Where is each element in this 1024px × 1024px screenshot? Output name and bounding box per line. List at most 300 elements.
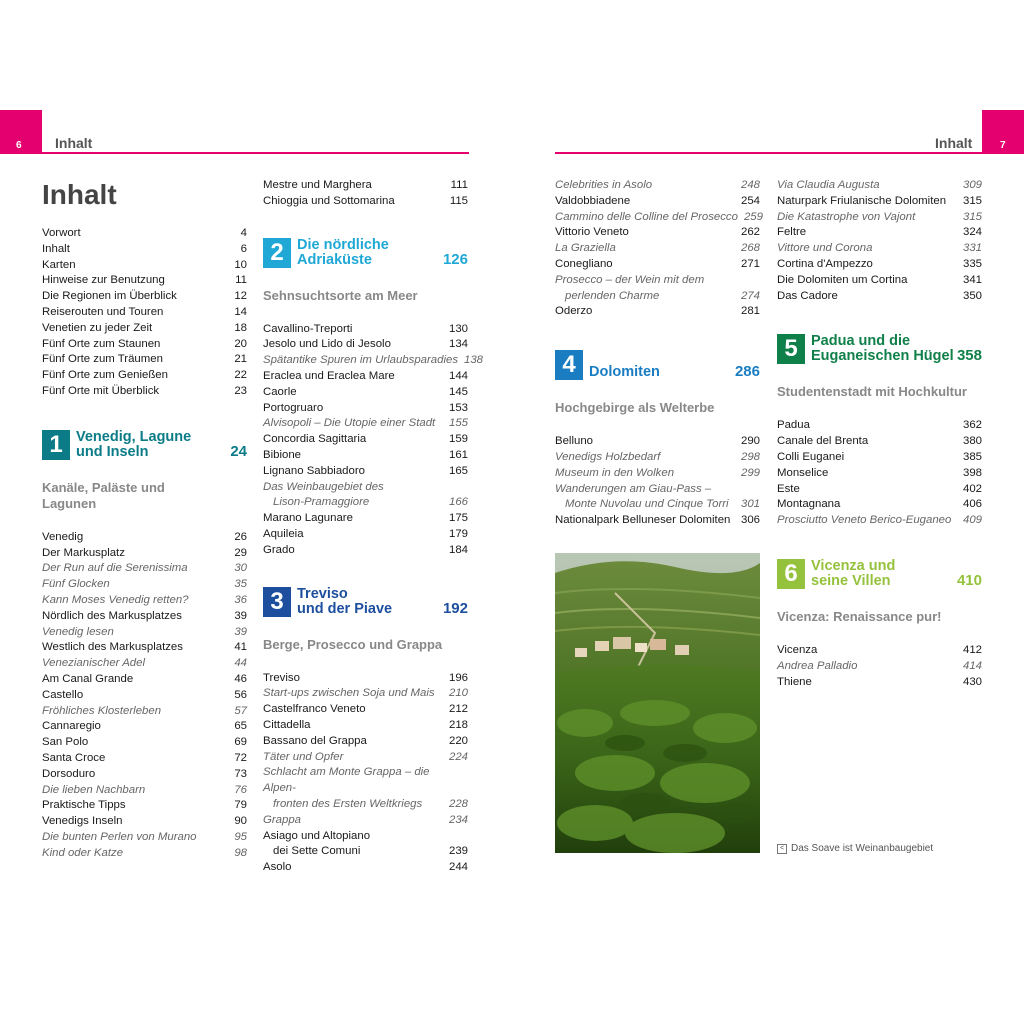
toc-entry[interactable] xyxy=(555,194,760,210)
toc-entry-page: 153 xyxy=(448,401,468,414)
toc-entry-title: Karten xyxy=(42,258,76,271)
toc-entry-title: Portogruaro xyxy=(263,401,324,414)
chapter-number-badge: 6 xyxy=(777,559,805,589)
toc-entry[interactable] xyxy=(777,643,982,659)
toc-entry-page: 362 xyxy=(962,419,982,432)
toc-entry-page: 430 xyxy=(962,675,982,688)
toc-entry-title: Mestre und Marghera xyxy=(263,179,372,191)
toc-entry-page: 179 xyxy=(448,527,468,540)
toc-entry-title: Venedigs Holzbedarf xyxy=(555,450,661,463)
toc-entry-page: 244 xyxy=(448,861,468,874)
toc-entry[interactable] xyxy=(42,577,247,593)
page-title: Inhalt xyxy=(42,179,117,210)
right-running-head: Inhalt xyxy=(935,135,973,151)
toc-entry-page: 138 xyxy=(464,354,484,367)
toc-entry[interactable] xyxy=(555,450,760,466)
toc-entry-title: Castelfranco Veneto xyxy=(263,703,366,716)
toc-entry-page: 248 xyxy=(740,179,760,191)
chapter-page: 358 xyxy=(956,347,982,365)
toc-entry-page: 414 xyxy=(962,659,982,672)
toc-entry[interactable] xyxy=(263,527,468,543)
toc-entry-title: Fünf Orte mit Überblick xyxy=(42,384,160,397)
toc-entry[interactable] xyxy=(42,242,247,258)
toc-entry-title: Prosecco – der Wein mit dem perlenden Charme xyxy=(555,273,705,302)
toc-entry[interactable] xyxy=(555,210,763,226)
toc-entry-page: 73 xyxy=(234,767,247,780)
toc-entry[interactable] xyxy=(777,513,982,529)
chapter-page: 192 xyxy=(442,599,468,617)
toc-entry-title: Fünf Orte zum Träumen xyxy=(42,353,163,366)
toc-entry-title: Schlacht am Monte Grappa – die Alpen- fronten des Ersten Weltkriegs xyxy=(263,766,430,810)
toc-entry-title: Concordia Sagittaria xyxy=(263,433,367,446)
toc-entry-page: 20 xyxy=(234,337,247,350)
toc-entry-title: Aquileia xyxy=(263,527,304,540)
toc-entry[interactable] xyxy=(263,401,468,417)
toc-column-1 xyxy=(42,178,247,862)
toc-entry-page: 130 xyxy=(448,322,468,335)
toc-entry-page: 95 xyxy=(234,830,247,843)
toc-entry-page: 18 xyxy=(234,321,247,334)
toc-entry[interactable] xyxy=(42,384,247,400)
toc-entry-title: Die Dolomiten um Cortina xyxy=(777,273,908,286)
toc-entry-title: Nördlich des Markusplatzes xyxy=(42,609,182,622)
chapter-subtitle: Studentenstadt mit Hochkultur xyxy=(777,384,967,400)
toc-entry-page: 22 xyxy=(234,369,247,382)
toc-entry-title: Colli Euganei xyxy=(777,450,845,463)
toc-entry[interactable] xyxy=(777,659,982,675)
toc-entry-page: 239 xyxy=(448,845,468,858)
toc-entry[interactable] xyxy=(777,241,982,257)
toc-entry[interactable] xyxy=(555,466,760,482)
toc-entry-title: Cannaregio xyxy=(42,720,101,733)
toc-entry-title: Fünf Orte zum Staunen xyxy=(42,337,161,350)
toc-entry-title: Monselice xyxy=(777,466,829,479)
toc-entry-title: Vittorio Veneto xyxy=(555,226,629,239)
toc-entry[interactable] xyxy=(777,210,982,226)
toc-entry-title: Thiene xyxy=(777,675,812,688)
toc-entry-title: Canale del Brenta xyxy=(777,435,869,448)
toc-entry-title: Belluno xyxy=(555,435,593,448)
toc-entry-page: 309 xyxy=(962,179,982,191)
toc-entry-page: 402 xyxy=(962,482,982,495)
toc-entry-title: Bassano del Grappa xyxy=(263,734,367,747)
toc-entry[interactable] xyxy=(42,289,247,305)
toc-entry-page: 166 xyxy=(448,496,468,509)
toc-entry[interactable] xyxy=(42,656,247,672)
toc-entry-page: 271 xyxy=(740,257,760,270)
toc-entry-title: Cammino delle Colline del Prosecco xyxy=(555,210,738,223)
left-running-head: Inhalt xyxy=(55,135,93,151)
toc-entry-title: Kind oder Katze xyxy=(42,846,124,859)
toc-entry-title: Conegliano xyxy=(555,257,613,270)
toc-entry-title: Spätantike Spuren im Urlaubsparadies xyxy=(263,354,459,367)
toc-entry-title: Este xyxy=(777,482,800,495)
toc-entry-title: Venedig xyxy=(42,530,84,543)
toc-entry[interactable] xyxy=(263,813,468,829)
toc-entry[interactable] xyxy=(42,814,247,830)
toc-entry-title: Eraclea und Eraclea Mare xyxy=(263,369,395,382)
toc-entry-page: 145 xyxy=(448,385,468,398)
chapter-subtitle: Kanäle, Paläste und Lagunen xyxy=(42,479,165,511)
chapter-5-entries xyxy=(777,418,982,529)
toc-entry-title: Naturpark Friulanische Dolomiten xyxy=(777,194,947,207)
toc-entry[interactable] xyxy=(555,513,760,529)
toc-entry[interactable] xyxy=(42,704,247,720)
toc-entry-page: 79 xyxy=(234,799,247,812)
left-page-number: 6 xyxy=(16,140,22,151)
toc-entry-page: 224 xyxy=(448,750,468,763)
arrow-left-icon: < xyxy=(777,844,787,854)
right-page-number: 7 xyxy=(1000,140,1006,151)
toc-entry-title: Hinweise zur Benutzung xyxy=(42,274,165,287)
toc-entry-title: Vittore und Corona xyxy=(777,242,873,255)
chapter-4-heading[interactable] xyxy=(555,350,760,380)
toc-entry-page: 254 xyxy=(740,194,760,207)
chapter-3-entries-continued xyxy=(555,178,763,320)
toc-entry-page: 262 xyxy=(740,226,760,239)
toc-entry[interactable] xyxy=(42,337,247,353)
chapter-subtitle: Sehnsuchtsorte am Meer xyxy=(263,287,418,303)
toc-entry[interactable] xyxy=(555,273,760,305)
chapter-title: Padua und die Euganeischen Hügel xyxy=(811,333,954,365)
toc-entry[interactable] xyxy=(555,304,760,320)
toc-entry[interactable] xyxy=(42,798,247,814)
chapter-1-entries xyxy=(42,530,247,862)
toc-entry-page: 234 xyxy=(448,813,468,826)
toc-entry-title: Venedig lesen xyxy=(42,625,114,638)
toc-entry[interactable] xyxy=(263,416,468,432)
toc-entry-page: 29 xyxy=(234,546,247,559)
toc-entry[interactable] xyxy=(555,482,760,514)
chapter-1-heading[interactable] xyxy=(42,430,247,460)
toc-entry-page: 115 xyxy=(449,194,468,207)
toc-entry[interactable] xyxy=(777,434,982,450)
toc-entry-page: 406 xyxy=(962,498,982,511)
toc-entry-title: Kann Moses Venedig retten? xyxy=(42,593,189,606)
toc-entry-page: 44 xyxy=(234,657,247,670)
toc-entry[interactable] xyxy=(777,257,982,273)
toc-column-3 xyxy=(555,178,763,529)
toc-entry[interactable] xyxy=(263,369,468,385)
toc-entry-page: 331 xyxy=(962,242,982,255)
chapter-title: Treviso und der Piave xyxy=(297,585,393,617)
toc-entry[interactable] xyxy=(263,432,468,448)
chapter-5-heading[interactable] xyxy=(777,334,982,364)
toc-entry-title: Valdobbiadene xyxy=(555,194,631,207)
toc-entry[interactable] xyxy=(263,464,468,480)
toc-entry[interactable] xyxy=(42,546,247,562)
chapter-6-heading[interactable] xyxy=(777,559,982,589)
toc-entry[interactable] xyxy=(42,273,247,289)
toc-entry-page: 14 xyxy=(234,305,247,318)
toc-entry-page: 412 xyxy=(962,643,982,656)
toc-entry-title: Padua xyxy=(777,419,810,432)
toc-entry[interactable] xyxy=(263,337,468,353)
toc-entry-page: 301 xyxy=(740,498,760,511)
toc-entry[interactable] xyxy=(263,194,468,210)
toc-entry-page: 57 xyxy=(234,704,247,717)
toc-entry-title: Andrea Palladio xyxy=(777,659,858,672)
toc-entry[interactable] xyxy=(263,511,468,527)
toc-entry-page: 35 xyxy=(234,578,247,591)
toc-entry[interactable] xyxy=(777,675,982,691)
toc-entry[interactable] xyxy=(777,482,982,498)
toc-entry-page: 65 xyxy=(234,720,247,733)
toc-entry[interactable] xyxy=(263,860,468,876)
toc-entry-title: Prosciutto Veneto Berico-Euganeo xyxy=(777,514,952,527)
chapter-subtitle: Vicenza: Renaissance pur! xyxy=(777,608,942,624)
toc-entry-title: Die bunten Perlen von Murano xyxy=(42,830,197,843)
toc-entry-page: 380 xyxy=(962,435,982,448)
toc-entry-page: 10 xyxy=(234,258,247,271)
toc-entry[interactable] xyxy=(555,178,760,194)
front-matter-list xyxy=(42,226,247,400)
toc-entry-title: Venetien zu jeder Zeit xyxy=(42,321,153,334)
toc-entry-page: 228 xyxy=(448,797,468,810)
toc-entry[interactable] xyxy=(42,305,247,321)
toc-entry-title: Bibione xyxy=(263,448,301,461)
toc-entry-page: 350 xyxy=(962,289,982,302)
toc-entry-page: 281 xyxy=(740,305,760,318)
chapter-page: 410 xyxy=(956,571,982,589)
chapter-page: 126 xyxy=(442,250,468,268)
toc-entry-title: Cortina d'Ampezzo xyxy=(777,257,873,270)
toc-entry-page: 184 xyxy=(448,543,468,556)
toc-entry-title: Die lieben Nachbarn xyxy=(42,783,146,796)
toc-entry[interactable] xyxy=(42,258,247,274)
toc-entry[interactable] xyxy=(42,830,247,846)
toc-entry-page: 165 xyxy=(448,464,468,477)
toc-entry-title: Alvisopoli – Die Utopie einer Stadt xyxy=(263,417,436,430)
toc-entry-title: Fünf Glocken xyxy=(42,578,110,591)
toc-entry[interactable] xyxy=(555,241,760,257)
toc-entry[interactable] xyxy=(42,672,247,688)
toc-entry[interactable] xyxy=(42,640,247,656)
chapter-2-entries xyxy=(263,322,484,559)
chapter-page: 286 xyxy=(734,363,760,381)
chapter-subtitle: Berge, Prosecco und Grappa xyxy=(263,636,443,652)
toc-entry-page: 41 xyxy=(234,641,247,654)
toc-entry[interactable] xyxy=(42,593,247,609)
toc-entry-page: 46 xyxy=(234,672,247,685)
toc-entry-title: Reiserouten und Touren xyxy=(42,305,164,318)
toc-entry[interactable] xyxy=(42,719,247,735)
toc-entry[interactable] xyxy=(42,735,247,751)
toc-entry-title: Die Katastrophe von Vajont xyxy=(777,210,916,223)
toc-entry-title: Grappa xyxy=(263,813,301,826)
toc-entry[interactable] xyxy=(42,561,247,577)
toc-entry-page: 4 xyxy=(240,227,247,239)
toc-entry-page: 210 xyxy=(448,687,468,700)
toc-entry[interactable] xyxy=(42,751,247,767)
toc-entry[interactable] xyxy=(263,480,468,512)
toc-entry[interactable] xyxy=(555,434,760,450)
toc-entry-page: 299 xyxy=(740,466,760,479)
toc-entry[interactable] xyxy=(263,353,484,369)
toc-entry[interactable] xyxy=(42,688,247,704)
toc-entry[interactable] xyxy=(555,257,760,273)
toc-entry[interactable] xyxy=(263,543,468,559)
photo-caption xyxy=(777,843,933,854)
toc-entry-title: Inhalt xyxy=(42,242,70,255)
toc-entry-title: Asiago und Altopiano dei Sette Comuni xyxy=(263,829,371,858)
toc-entry[interactable] xyxy=(777,497,982,513)
toc-entry-page: 385 xyxy=(962,450,982,463)
toc-entry-page: 212 xyxy=(448,703,468,716)
toc-entry-title: Cavallino-Treporti xyxy=(263,322,353,335)
toc-entry-page: 11 xyxy=(235,274,247,287)
toc-entry[interactable] xyxy=(42,846,247,862)
toc-entry-page: 159 xyxy=(448,433,468,446)
toc-entry-title: Nationalpark Belluneser Dolomiten xyxy=(555,514,731,527)
toc-entry[interactable] xyxy=(42,368,247,384)
chapter-1-entries-continued xyxy=(263,178,468,210)
toc-entry-title: Museum in den Wolken xyxy=(555,466,675,479)
toc-entry-title: Fröhliches Klosterleben xyxy=(42,704,162,717)
vineyard-landscape-image xyxy=(555,553,760,853)
toc-column-2 xyxy=(263,178,484,876)
toc-entry[interactable] xyxy=(263,322,468,338)
toc-entry-page: 259 xyxy=(743,210,763,223)
toc-entry-page: 30 xyxy=(234,562,247,575)
toc-entry-page: 398 xyxy=(962,466,982,479)
toc-entry[interactable] xyxy=(42,625,247,641)
toc-entry-title: Fünf Orte zum Genießen xyxy=(42,369,168,382)
toc-entry[interactable] xyxy=(42,321,247,337)
toc-entry-title: La Graziella xyxy=(555,242,616,255)
toc-entry-title: Marano Lagunare xyxy=(263,512,353,525)
toc-entry[interactable] xyxy=(263,750,468,766)
toc-entry-title: Start-ups zwischen Soja und Mais xyxy=(263,687,435,700)
toc-entry-title: Täter und Opfer xyxy=(263,750,344,763)
toc-column-4 xyxy=(777,178,982,690)
toc-entry-page: 155 xyxy=(448,417,468,430)
toc-entry-page: 409 xyxy=(962,514,982,527)
toc-entry[interactable] xyxy=(263,671,468,687)
toc-entry[interactable] xyxy=(263,718,468,734)
chapter-number-badge: 3 xyxy=(263,587,291,617)
toc-entry-title: Vorwort xyxy=(42,227,81,239)
toc-entry-title: Der Markusplatz xyxy=(42,546,125,559)
toc-entry-title: Am Canal Grande xyxy=(42,672,134,685)
toc-entry-title: Das Cadore xyxy=(777,289,838,302)
toc-entry[interactable] xyxy=(263,765,468,812)
toc-entry-page: 36 xyxy=(234,593,247,606)
toc-entry[interactable] xyxy=(263,686,468,702)
toc-entry-title: Asolo xyxy=(263,861,292,874)
toc-entry[interactable] xyxy=(263,178,468,194)
toc-entry-title: Der Run auf die Serenissima xyxy=(42,562,188,575)
toc-entry-title: Feltre xyxy=(777,226,807,239)
toc-entry[interactable] xyxy=(777,194,982,210)
toc-entry-page: 98 xyxy=(234,846,247,859)
toc-entry[interactable] xyxy=(777,273,982,289)
toc-entry-page: 39 xyxy=(234,625,247,638)
toc-entry-page: 324 xyxy=(962,226,982,239)
toc-entry[interactable] xyxy=(777,450,982,466)
toc-entry[interactable] xyxy=(42,609,247,625)
toc-entry[interactable] xyxy=(263,702,468,718)
toc-entry[interactable] xyxy=(263,829,468,861)
toc-entry-title: Jesolo und Lido di Jesolo xyxy=(263,338,391,351)
toc-entry[interactable] xyxy=(777,225,982,241)
toc-entry-title: Montagnana xyxy=(777,498,841,511)
toc-entry-title: Die Regionen im Überblick xyxy=(42,290,177,303)
chapter-6-entries xyxy=(777,643,982,690)
toc-entry-title: Westlich des Markusplatzes xyxy=(42,641,183,654)
toc-entry-page: 72 xyxy=(234,751,247,764)
toc-entry[interactable] xyxy=(555,225,760,241)
chapter-title: Die nördliche Adriaküste xyxy=(297,236,389,268)
toc-entry[interactable] xyxy=(42,767,247,783)
toc-entry[interactable] xyxy=(777,418,982,434)
toc-entry-page: 144 xyxy=(448,369,468,382)
chapter-2-heading[interactable] xyxy=(263,238,468,268)
toc-entry[interactable] xyxy=(42,530,247,546)
chapter-number-badge: 5 xyxy=(777,334,805,364)
chapter-title: Vicenza und seine Villen xyxy=(811,557,896,589)
toc-entry-title: Treviso xyxy=(263,671,300,684)
toc-entry-title: Via Claudia Augusta xyxy=(777,179,880,191)
toc-entry-page: 23 xyxy=(234,384,247,397)
toc-entry-title: Chioggia und Sottomarina xyxy=(263,194,395,207)
toc-entry-page: 21 xyxy=(234,353,247,366)
chapter-3-entries xyxy=(263,671,468,876)
toc-entry-title: Santa Croce xyxy=(42,751,106,764)
toc-entry[interactable] xyxy=(42,352,247,368)
toc-entry-title: Castello xyxy=(42,688,84,701)
toc-entry[interactable] xyxy=(42,783,247,799)
toc-entry-title: Cittadella xyxy=(263,718,311,731)
toc-entry-title: Das Weinbaugebiet des Lison-Pramaggiore xyxy=(263,480,384,509)
toc-entry[interactable] xyxy=(777,289,982,305)
toc-entry[interactable] xyxy=(263,734,468,750)
toc-entry[interactable] xyxy=(777,466,982,482)
toc-entry-page: 306 xyxy=(740,514,760,527)
toc-entry[interactable] xyxy=(263,448,468,464)
chapter-subtitle: Hochgebirge als Welterbe xyxy=(555,400,715,416)
toc-entry-page: 56 xyxy=(234,688,247,701)
chapter-number-badge: 4 xyxy=(555,350,583,380)
toc-entry[interactable] xyxy=(263,385,468,401)
toc-entry-title: Praktische Tipps xyxy=(42,799,126,812)
toc-entry[interactable] xyxy=(42,226,247,242)
toc-entry-page: 69 xyxy=(234,736,247,749)
toc-entry-page: 218 xyxy=(448,718,468,731)
toc-entry-title: Celebrities in Asolo xyxy=(555,179,653,191)
toc-entry-page: 6 xyxy=(240,242,247,255)
chapter-number-badge: 1 xyxy=(42,430,70,460)
toc-entry-page: 268 xyxy=(740,242,760,255)
toc-entry[interactable] xyxy=(777,178,982,194)
chapter-title: Venedig, Lagune und Inseln xyxy=(76,428,192,460)
toc-entry-page: 12 xyxy=(234,290,247,303)
toc-entry-page: 298 xyxy=(740,450,760,463)
toc-entry-page: 175 xyxy=(448,512,468,525)
toc-entry-page: 335 xyxy=(962,257,982,270)
vineyard-photo xyxy=(555,553,760,853)
toc-entry-page: 315 xyxy=(962,210,982,223)
toc-entry-title: Oderzo xyxy=(555,305,593,318)
right-header-rule xyxy=(555,152,982,154)
toc-entry-title: Grado xyxy=(263,543,295,556)
chapter-title: Dolomiten xyxy=(589,364,660,381)
chapter-3-heading[interactable] xyxy=(263,587,468,617)
toc-entry-title: Dorsoduro xyxy=(42,767,96,780)
toc-entry-page: 134 xyxy=(448,338,468,351)
chapter-4-entries-continued xyxy=(777,178,982,304)
toc-entry-title: Caorle xyxy=(263,385,297,398)
